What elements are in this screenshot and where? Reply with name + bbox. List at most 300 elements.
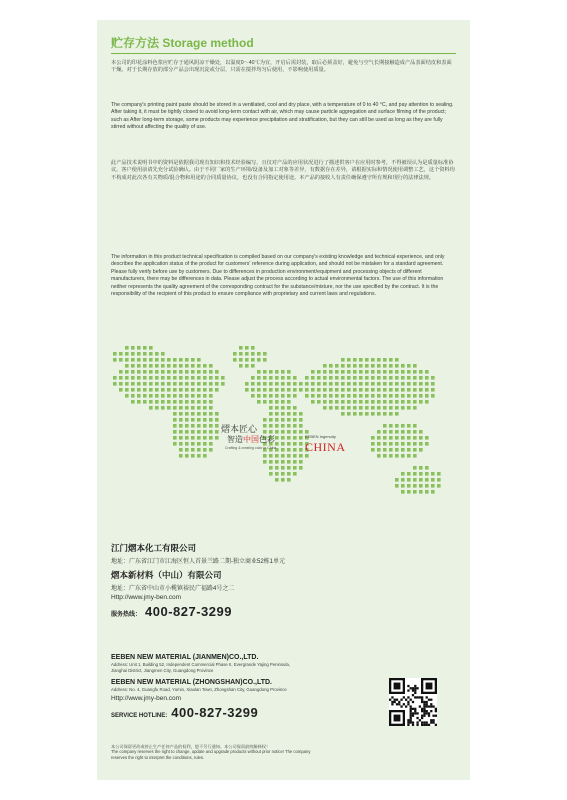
map-dot [407,436,411,440]
map-dot [389,400,393,404]
map-dot [155,394,159,398]
map-dot [119,352,123,356]
map-dot [359,406,363,410]
map-dot [365,364,369,368]
map-dot [239,352,243,356]
map-dot [377,412,381,416]
map-dot [419,448,423,452]
map-dot [191,424,195,428]
qr-module [435,715,437,717]
map-dot [431,388,435,392]
map-dot [305,382,309,386]
map-dot [251,376,255,380]
footnote-cn: 本公司保留更改或停止生产任何产品的权利，恕不另行通知。本公司保留最终解释权！ [111,744,271,749]
map-dot [305,394,309,398]
qr-module [432,721,434,723]
map-dot [407,388,411,392]
map-dot [173,400,177,404]
qr-module [430,699,432,701]
map-dot [263,418,267,422]
map-dot [353,412,357,416]
map-dot [191,430,195,434]
qr-module [407,696,409,698]
map-dot [191,382,195,386]
map-dot [293,448,297,452]
map-dot [413,376,417,380]
map-dot [281,442,285,446]
map-dot [203,388,207,392]
map-dot [413,466,417,470]
map-dot [197,424,201,428]
map-dot [167,358,171,362]
map-dot [293,412,297,416]
map-dot [353,358,357,362]
map-dot [155,358,159,362]
map-dot [287,466,291,470]
map-dot [293,418,297,422]
map-dot [395,394,399,398]
map-dot [119,370,123,374]
map-dot [131,376,135,380]
map-dot [269,466,273,470]
map-dot [155,388,159,392]
map-dot [209,406,213,410]
map-dot [179,382,183,386]
map-dot [263,370,267,374]
map-dot [407,394,411,398]
map-dot [239,346,243,350]
map-dot [113,352,117,356]
qr-module [412,694,414,696]
map-dot [125,346,129,350]
map-dot [185,394,189,398]
map-dot [335,394,339,398]
hotline-en-row [111,705,411,720]
map-dot [281,418,285,422]
map-dot [311,370,315,374]
map-dot [155,376,159,380]
qr-module [410,710,412,712]
map-dot [419,376,423,380]
map-dot [287,394,291,398]
map-dot [437,478,441,482]
map-dot [359,370,363,374]
map-dot [245,358,249,362]
map-dot [161,376,165,380]
map-dot [275,466,279,470]
map-dot [275,430,279,434]
map-dot [395,442,399,446]
qr-module [421,708,423,710]
map-dot [281,478,285,482]
map-dot [209,448,213,452]
map-dot [149,364,153,368]
map-dot [323,406,327,410]
map-dot [299,448,303,452]
hotline-en-number: 400-827-3299 [171,704,259,720]
brand-china: CHINA [305,440,346,454]
map-dot [155,364,159,368]
map-dot [203,382,207,386]
map-dot [131,364,135,368]
map-dot [347,394,351,398]
zhongshan-address: 地址：广东省中山市小榄镇裕民广福路4号之二 [111,586,235,592]
map-dot [287,454,291,458]
brochure-page [97,20,470,780]
map-dot [323,394,327,398]
map-dot [143,364,147,368]
jiangmen-company-name: 江门熠本化工有限公司 [111,543,197,553]
qr-module [414,685,416,687]
map-dot [251,382,255,386]
map-dot [197,412,201,416]
map-dot [179,430,183,434]
map-dot [287,460,291,464]
map-dot [191,442,195,446]
map-dot [353,388,357,392]
map-dot [191,364,195,368]
map-dot [419,490,423,494]
map-dot [131,370,135,374]
map-dot [197,370,201,374]
map-dot [401,430,405,434]
map-dot [305,388,309,392]
qr-module [391,701,393,703]
map-dot [257,394,261,398]
website-en-link[interactable]: Http://www.jmy-ben.com [111,694,182,702]
map-dot [401,484,405,488]
map-dot [329,394,333,398]
map-dot [299,382,303,386]
map-dot [281,430,285,434]
map-dot [389,394,393,398]
storage-cn-paragraph: 本公司的印花涂料色浆应贮存于通风阴凉干燥处，以温度0～40℃为宜，开启后需封装，取后必须盖好，避免与空气长期接触造成产品表面结皮和表面干燥。对于长期存放的部分产品会出现沉淀或分层，只需在搅拌均匀后使用，不影响使用质量。 [111,60,452,74]
map-dot [371,400,375,404]
map-dot [431,472,435,476]
map-dot [221,382,225,386]
map-dot [389,430,393,434]
qr-module [407,685,409,687]
map-dot [383,442,387,446]
map-dot [401,406,405,410]
map-dot [125,388,129,392]
map-dot [341,358,345,362]
map-dot [395,430,399,434]
map-dot [149,400,153,404]
map-dot [275,478,279,482]
map-dot [131,394,135,398]
map-dot [323,400,327,404]
map-dot [365,358,369,362]
qr-module [426,710,428,712]
map-dot [377,400,381,404]
map-dot [191,388,195,392]
map-dot [353,400,357,404]
map-dot [245,352,249,356]
map-dot [257,352,261,356]
map-dot [269,412,273,416]
map-dot [197,364,201,368]
map-dot [413,472,417,476]
map-dot [113,376,117,380]
map-dot [185,454,189,458]
map-dot [149,388,153,392]
qr-module [403,703,405,705]
map-dot [329,400,333,404]
world-map [97,330,470,530]
map-dot [389,376,393,380]
map-dot [407,430,411,434]
map-dot [269,400,273,404]
map-dot [287,424,291,428]
qr-module [416,724,418,726]
map-dot [317,370,321,374]
map-dot [263,394,267,398]
map-dot [371,394,375,398]
qr-module [391,696,393,698]
map-dot [413,484,417,488]
map-dot [275,412,279,416]
map-dot [395,484,399,488]
qr-module [412,712,414,714]
map-dot [419,466,423,470]
map-dot [389,364,393,368]
qr-module [412,721,414,723]
qr-module [410,717,412,719]
qr-module [412,689,414,691]
map-dot [275,460,279,464]
map-dot [425,376,429,380]
map-dot [431,382,435,386]
map-dot [197,448,201,452]
map-dot [263,382,267,386]
map-dot [395,454,399,458]
map-dot [191,436,195,440]
map-dot [401,424,405,428]
map-dot [257,376,261,380]
qr-module [410,699,412,701]
map-dot [167,364,171,368]
map-dot [335,400,339,404]
map-dot [287,472,291,476]
qr-module [426,712,428,714]
map-dot [275,424,279,428]
map-dot [311,400,315,404]
map-dot [191,376,195,380]
map-dot [197,388,201,392]
map-dot [149,394,153,398]
map-dot [281,466,285,470]
map-dot [413,430,417,434]
qr-module [423,715,425,717]
map-dot [137,388,141,392]
map-dot [419,472,423,476]
map-dot [359,394,363,398]
map-dot [347,358,351,362]
qr-module [426,701,428,703]
map-dot [281,388,285,392]
map-dot [269,406,273,410]
map-dot [161,358,165,362]
qr-module [412,701,414,703]
qr-module [410,705,412,707]
qr-code-icon[interactable] [389,678,437,726]
map-dot [131,388,135,392]
qr-module [435,708,437,710]
map-dot [293,406,297,410]
map-dot [401,478,405,482]
qr-module [426,703,428,705]
map-dot [269,376,273,380]
map-dot [119,358,123,362]
map-dot [161,394,165,398]
map-dot [173,430,177,434]
map-dot [185,388,189,392]
map-dot [299,424,303,428]
map-dot [179,364,183,368]
map-dot [149,346,153,350]
map-dot [371,388,375,392]
qr-module [410,712,412,714]
map-dot [371,376,375,380]
qr-finder [394,715,401,722]
map-dot [215,430,219,434]
map-dot [209,400,213,404]
map-dot [359,388,363,392]
map-dot [257,382,261,386]
map-dot [185,418,189,422]
map-dot [317,388,321,392]
map-dot [185,358,189,362]
map-dot [191,406,195,410]
zhongshan-company-name: 熠本新材料（中山）有限公司 [111,570,222,580]
storage-title: 贮存方法 Storage method [111,36,254,50]
map-dot [191,394,195,398]
map-dot [203,454,207,458]
map-dot [383,358,387,362]
map-dot [329,382,333,386]
qr-module [435,710,437,712]
qr-module [414,689,416,691]
jiangmen-en-address-2: Jianghai District, Jiangmen City, Guangdong Province [111,667,214,673]
qr-module [414,692,416,694]
map-dot [149,352,153,356]
map-dot [179,370,183,374]
map-dot [287,370,291,374]
map-dot [407,490,411,494]
map-dot [137,370,141,374]
map-dot [389,370,393,374]
map-dot [173,358,177,362]
map-dot [359,376,363,380]
map-dot [383,430,387,434]
qr-module [430,703,432,705]
map-dot [173,364,177,368]
map-dot [131,346,135,350]
contact-en-block [111,654,411,720]
map-dot [281,436,285,440]
map-dot [317,376,321,380]
map-dot [185,364,189,368]
map-dot [425,400,429,404]
map-dot [413,442,417,446]
map-dot [281,376,285,380]
map-dot [203,448,207,452]
map-dot [419,442,423,446]
qr-module [412,724,414,726]
map-dot [329,370,333,374]
map-dot [173,436,177,440]
map-dot [209,394,213,398]
map-dot [203,376,207,380]
qr-module [416,712,418,714]
map-dot [191,358,195,362]
map-dot [275,376,279,380]
map-dot [233,352,237,356]
map-dot [401,400,405,404]
website-link[interactable]: Http://www.jmy-ben.com [111,594,182,601]
map-dot [293,424,297,428]
map-dot [155,382,159,386]
map-dot [263,460,267,464]
map-dot [413,394,417,398]
map-dot [329,406,333,410]
map-dot [341,388,345,392]
map-dot [383,454,387,458]
map-dot [407,484,411,488]
map-dot [377,448,381,452]
map-dot [173,370,177,374]
map-dot [347,364,351,368]
map-dot [395,436,399,440]
map-dot [275,436,279,440]
map-dot [203,394,207,398]
map-dot [389,448,393,452]
map-dot [365,370,369,374]
map-dot [359,364,363,368]
map-dot [299,412,303,416]
map-dot [161,382,165,386]
qr-module [430,721,432,723]
map-dot [125,394,129,398]
map-dot [425,484,429,488]
map-dot [209,430,213,434]
map-dot [413,490,417,494]
map-dot [365,382,369,386]
map-dot [269,388,273,392]
map-dot [167,376,171,380]
qr-module [410,715,412,717]
map-dot [131,382,135,386]
qr-module [426,721,428,723]
map-dot [413,424,417,428]
map-dot [359,382,363,386]
map-dot [353,370,357,374]
slogan-part-a: 智造 [227,435,243,444]
map-dot [335,406,339,410]
map-dot [179,454,183,458]
map-dot [197,400,201,404]
slogan-part-b: 中国 [243,435,259,444]
map-dot [371,364,375,368]
map-dot [131,400,135,404]
map-dot [185,424,189,428]
map-dot [425,388,429,392]
map-dot [269,418,273,422]
map-dot [281,424,285,428]
map-dot [179,418,183,422]
map-dot [371,436,375,440]
